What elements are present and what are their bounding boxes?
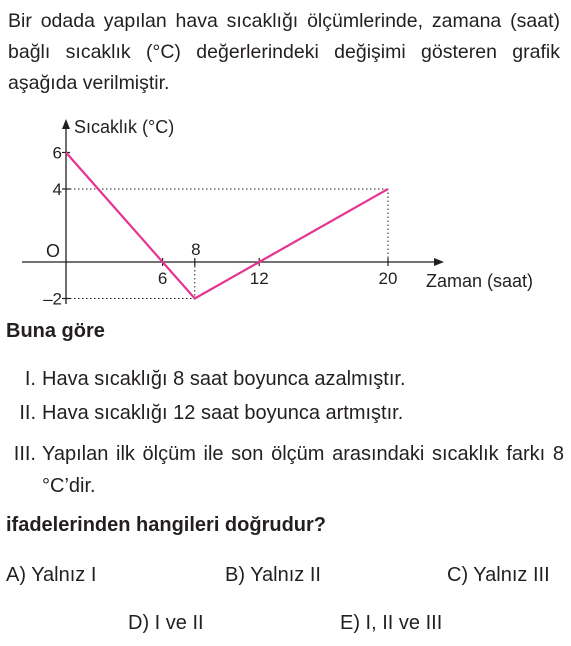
question-prompt: ifadelerinden hangileri doğrudur? bbox=[6, 514, 327, 536]
option-e[interactable]: E) I, II ve III bbox=[340, 612, 443, 634]
statement-text: Hava sıcaklığı 8 saat boyunca azalmıştır. bbox=[42, 368, 406, 390]
x-axis-arrow bbox=[434, 258, 444, 266]
statement-text: Hava sıcaklığı 12 saat boyunca artmıştır. bbox=[42, 402, 404, 424]
series-line bbox=[66, 153, 388, 299]
option-d[interactable]: D) I ve II bbox=[128, 612, 204, 634]
option-a[interactable]: A) Yalnız I bbox=[6, 564, 97, 586]
y-tick-label: 4 bbox=[52, 180, 62, 199]
y-axis-label: Sıcaklık (°C) bbox=[74, 117, 175, 137]
origin-label: O bbox=[45, 241, 61, 261]
statement-number: I. bbox=[24, 368, 36, 390]
x-axis-label: Zaman (saat) bbox=[426, 271, 534, 291]
statement-number: III. bbox=[13, 443, 36, 465]
x-tick-label: 8 bbox=[191, 240, 201, 259]
buna-gore-heading: Buna göre bbox=[6, 320, 105, 342]
statement-number: II. bbox=[19, 402, 36, 424]
guide-lines bbox=[66, 189, 388, 299]
x-tick-label: 6 bbox=[157, 269, 168, 288]
series bbox=[66, 152, 388, 298]
question-intro: Bir odada yapılan hava sıcaklığı ölçümlerinde, zamana (saat) bağlı sıcaklık (°C) değerlerindeki değişimi gösteren grafik aşağıda verilmiştir. bbox=[8, 10, 560, 94]
y-axis-arrow bbox=[62, 119, 70, 129]
temperature-chart bbox=[0, 108, 571, 318]
x-tick-label: 20 bbox=[378, 269, 398, 288]
x-tick-label: 12 bbox=[249, 269, 269, 288]
y-tick-label: 6 bbox=[52, 143, 62, 163]
statement-text: Yapılan ilk ölçüm ile son ölçüm arasındaki sıcaklık farkı 8 °C’dir. bbox=[42, 443, 564, 497]
y-tick-label: –2 bbox=[43, 289, 62, 309]
axis-labels bbox=[46, 117, 533, 291]
option-b[interactable]: B) Yalnız II bbox=[225, 564, 321, 586]
option-c[interactable]: C) Yalnız III bbox=[447, 564, 550, 586]
